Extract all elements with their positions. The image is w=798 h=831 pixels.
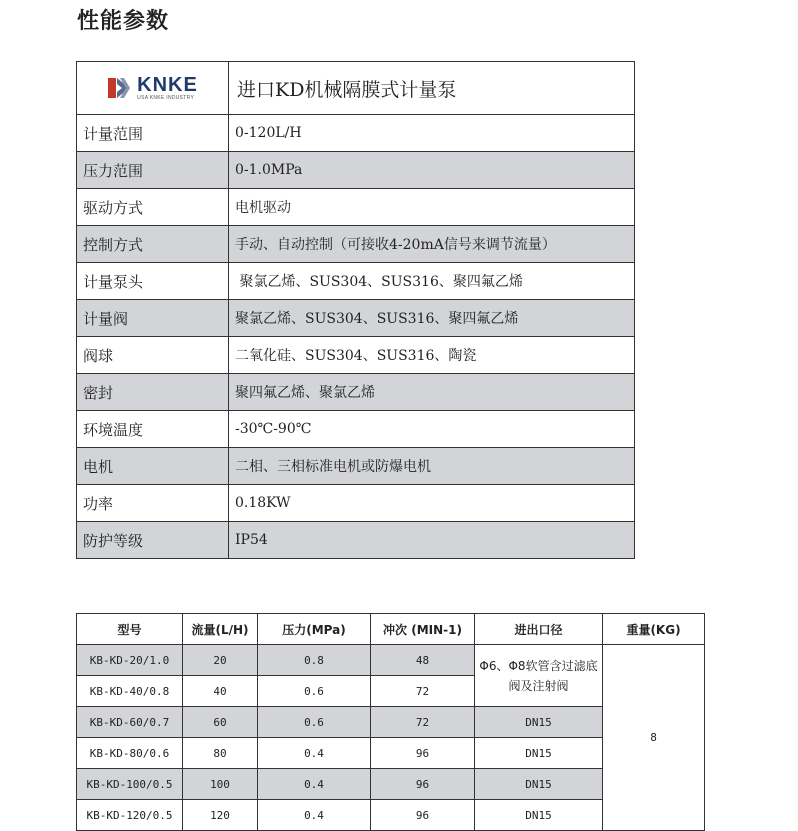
- section-title: 性能参数: [77, 9, 170, 34]
- spec-label: 阀球: [77, 337, 229, 374]
- column-header: 进出口径: [475, 614, 603, 645]
- flow-cell: 120: [183, 800, 258, 831]
- pressure-cell: 0.6: [258, 707, 371, 738]
- stroke-cell: 48: [371, 645, 475, 676]
- spec-label: 密封: [77, 374, 229, 411]
- port-cell: DN15: [475, 800, 603, 831]
- spec-row: [77, 152, 635, 189]
- flow-cell: 40: [183, 676, 258, 707]
- spec-label: 环境温度: [77, 411, 229, 448]
- spec-value: 0-1.0MPa: [229, 152, 635, 189]
- spec-row: [77, 115, 635, 152]
- port-cell: DN15: [475, 738, 603, 769]
- spec-label: 计量阀: [77, 300, 229, 337]
- weight-cell: 8: [603, 645, 705, 831]
- pressure-cell: 0.4: [258, 738, 371, 769]
- flow-cell: 80: [183, 738, 258, 769]
- pressure-cell: 0.4: [258, 769, 371, 800]
- flow-cell: 60: [183, 707, 258, 738]
- spec-row: [77, 374, 635, 411]
- spec-label: 功率: [77, 485, 229, 522]
- pressure-cell: 0.4: [258, 800, 371, 831]
- column-header: 冲次 (MIN-1): [371, 614, 475, 645]
- spec-value: 手动、自动控制（可接收4-20mA信号来调节流量）: [229, 226, 635, 263]
- spec-label: 压力范围: [77, 152, 229, 189]
- spec-row: [77, 485, 635, 522]
- spec-value: 二相、三相标准电机或防爆电机: [229, 448, 635, 485]
- column-header: 流量(L/H): [183, 614, 258, 645]
- spec-row: [77, 337, 635, 374]
- spec-label: 电机: [77, 448, 229, 485]
- spec-row: [77, 226, 635, 263]
- column-header: 压力(MPa): [258, 614, 371, 645]
- model-cell: KB-KD-80/0.6: [77, 738, 183, 769]
- knke-logo: [83, 75, 222, 101]
- knke-logo-mark-icon: [107, 76, 131, 100]
- product-title: 进口KD机械隔膜式计量泵: [229, 62, 635, 115]
- logo-name: KNKE: [137, 74, 198, 96]
- model-cell: KB-KD-40/0.8: [77, 676, 183, 707]
- port-cell: DN15: [475, 707, 603, 738]
- spec-value: 聚四氟乙烯、聚氯乙烯: [229, 374, 635, 411]
- spec-label: 控制方式: [77, 226, 229, 263]
- spec-label: 防护等级: [77, 522, 229, 559]
- spec-value: 聚氯乙烯、SUS304、SUS316、聚四氟乙烯: [229, 300, 635, 337]
- model-header-row: [77, 614, 705, 645]
- model-cell: KB-KD-20/1.0: [77, 645, 183, 676]
- logo-cell: [77, 62, 229, 115]
- spec-value: IP54: [229, 522, 635, 559]
- spec-header-row: [77, 62, 635, 115]
- model-row: [77, 645, 705, 676]
- flow-cell: 20: [183, 645, 258, 676]
- spec-value: 0.18KW: [229, 485, 635, 522]
- spec-value: 二氧化硅、SUS304、SUS316、陶瓷: [229, 337, 635, 374]
- spec-value: -30℃-90℃: [229, 411, 635, 448]
- pressure-cell: 0.6: [258, 676, 371, 707]
- model-cell: KB-KD-120/0.5: [77, 800, 183, 831]
- spec-label: 驱动方式: [77, 189, 229, 226]
- model-cell: KB-KD-100/0.5: [77, 769, 183, 800]
- spec-value: 电机驱动: [229, 189, 635, 226]
- stroke-cell: 96: [371, 800, 475, 831]
- spec-value: 聚氯乙烯、SUS304、SUS316、聚四氟乙烯: [229, 263, 635, 300]
- stroke-cell: 72: [371, 707, 475, 738]
- spec-row: [77, 300, 635, 337]
- port-cell: Φ6、Φ8软管含过滤底阀及注射阀: [475, 645, 603, 707]
- flow-cell: 100: [183, 769, 258, 800]
- stroke-cell: 96: [371, 738, 475, 769]
- spec-row: [77, 189, 635, 226]
- column-header: 型号: [77, 614, 183, 645]
- model-table: [76, 613, 705, 831]
- spec-row: [77, 411, 635, 448]
- spec-row: [77, 263, 635, 300]
- spec-label: 计量泵头: [77, 263, 229, 300]
- pressure-cell: 0.8: [258, 645, 371, 676]
- spec-table: [76, 61, 635, 559]
- logo-subtitle: USA KNKE INDUSTRY: [137, 95, 195, 101]
- stroke-cell: 72: [371, 676, 475, 707]
- spec-row: [77, 448, 635, 485]
- stroke-cell: 96: [371, 769, 475, 800]
- model-cell: KB-KD-60/0.7: [77, 707, 183, 738]
- column-header: 重量(KG): [603, 614, 705, 645]
- spec-label: 计量范围: [77, 115, 229, 152]
- spec-value: 0-120L/H: [229, 115, 635, 152]
- spec-row: [77, 522, 635, 559]
- port-cell: DN15: [475, 769, 603, 800]
